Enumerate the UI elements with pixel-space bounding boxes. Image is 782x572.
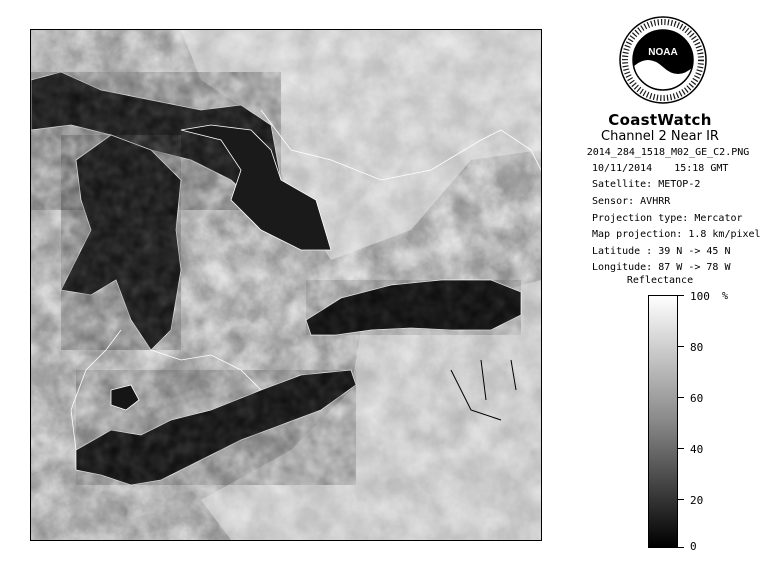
noaa-logo	[618, 15, 708, 105]
colorbar-tick	[678, 346, 684, 347]
filename: 2014_284_1518_M02_GE_C2.PNG	[586, 147, 750, 158]
colorbar-tick	[678, 499, 684, 500]
map-projection-info: Map projection: 1.8 km/pixel	[592, 229, 761, 240]
longitude-info: Longitude: 87 W -> 78 W	[592, 262, 731, 273]
colorbar-tick	[678, 397, 684, 398]
datetime	[592, 163, 728, 174]
projection-type-info: Projection type: Mercator	[592, 213, 743, 224]
channel-label: Channel 2 Near IR	[601, 129, 719, 144]
satellite-info: Satellite: METOP-2	[592, 179, 701, 190]
latitude-info: Latitude : 39 N -> 45 N	[592, 246, 731, 257]
colorbar-unit: %	[722, 291, 729, 302]
colorbar-tick-label: 40	[690, 443, 704, 456]
date-value: 10/11/2014	[592, 163, 653, 174]
sensor-info: Sensor: AVHRR	[592, 196, 671, 207]
satellite-image	[31, 30, 541, 540]
colorbar	[648, 295, 678, 548]
colorbar-tick-label: 100	[690, 290, 710, 303]
colorbar-tick	[678, 448, 684, 449]
noaa-logo-text: NOAA	[648, 47, 678, 58]
colorbar-tick	[678, 295, 684, 296]
time-value: 15:18 GMT	[674, 163, 729, 174]
colorbar-tick-label: 20	[690, 494, 704, 507]
colorbar-tick-label: 80	[690, 341, 704, 354]
colorbar-label: Reflectance	[626, 275, 694, 286]
colorbar-tick-label: 0	[690, 540, 697, 553]
colorbar-tick-label: 60	[690, 392, 704, 405]
colorbar-tick	[678, 547, 684, 548]
page-title: CoastWatch	[608, 111, 712, 129]
satellite-map	[30, 29, 542, 541]
